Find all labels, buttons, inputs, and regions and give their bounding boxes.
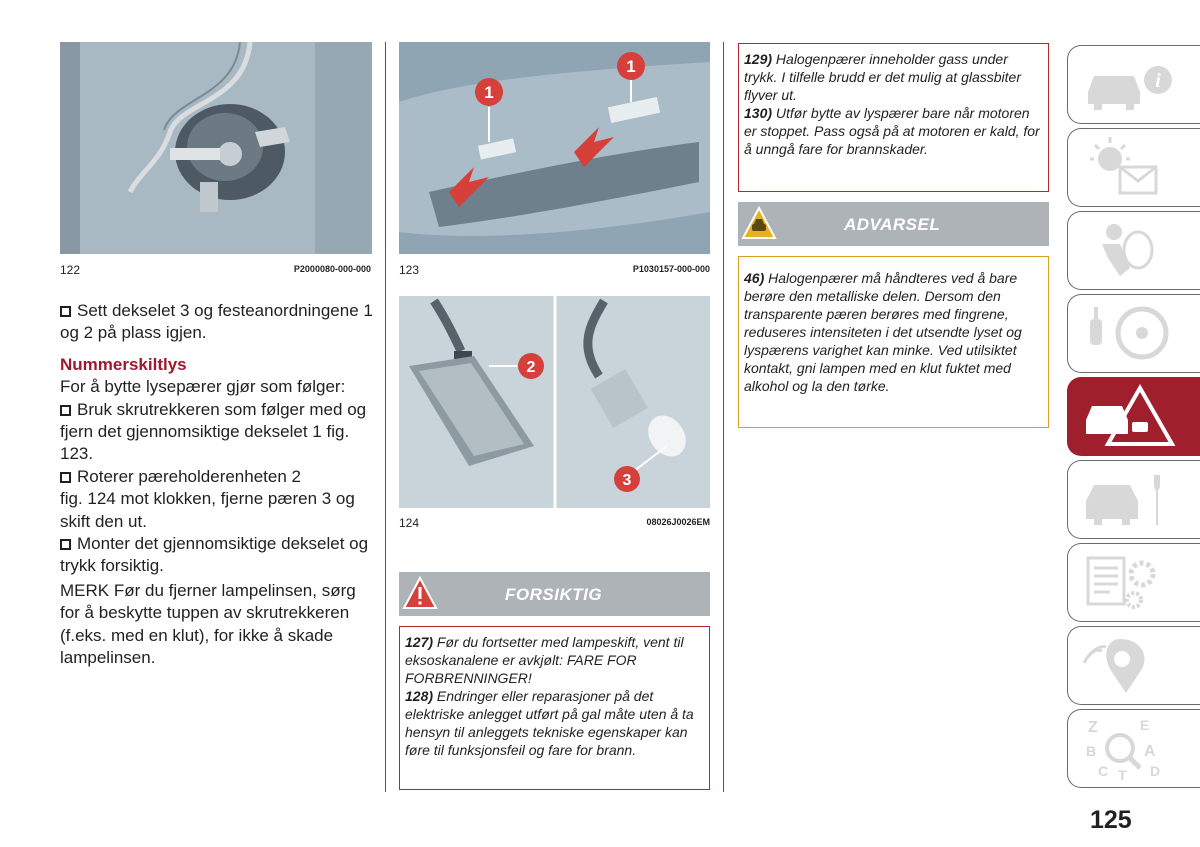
intro-text: For å bytte lysepærer gjør som følger: (60, 377, 346, 397)
list-item: Bruk skrutrekkeren som følger med og fjern det gjennomsiktige dekselet 1 fig. 123. (60, 399, 367, 464)
forsiktig-banner (399, 572, 710, 616)
tab-starting-driving[interactable] (1067, 294, 1200, 373)
car-warning-triangle-icon (741, 206, 777, 242)
svg-text:i: i (1155, 70, 1161, 92)
advarsel-notes-box (738, 256, 1049, 428)
index-letter: C (1098, 763, 1109, 779)
figure-124-code: 08026J0026EM (646, 517, 710, 527)
note-130: 130) Utfør bytte av lyspærer bare når motoren er stoppet. Pass også på at motoren er kald, for å unngå fare for brannskader. (744, 105, 1040, 157)
figure-124-image (399, 296, 710, 508)
list-item: Monter det gjennomsiktige dekselet og trykk forsiktig. (60, 534, 369, 576)
tab-index[interactable] (1067, 709, 1200, 788)
column-divider-left (385, 42, 386, 792)
figure-122-number: 122 (60, 263, 81, 277)
index-letter: T (1118, 767, 1127, 782)
figure-124-callout-2: 2 (526, 359, 536, 376)
figure-122-code: P2000080-000-000 (293, 264, 371, 274)
figure-123-number: 123 (399, 263, 420, 277)
key-steering-wheel-icon (1080, 301, 1190, 367)
note-128: 128) Endringer eller reparasjoner på det elektriske anlegget utført på gal måte uten å ta hensyn til anleggets tekniske egenskaper kan føre til funksjonsfeil og fare for brann. (405, 688, 694, 758)
figure-123-code: P1030157-000-000 (632, 264, 710, 274)
index-letter: B (1086, 743, 1097, 759)
checkbox-bullet-icon (60, 405, 71, 416)
tab-technical-data[interactable] (1067, 543, 1200, 622)
figure-124-callout-3: 3 (622, 472, 632, 489)
tab-maintenance[interactable] (1067, 460, 1200, 539)
column-divider-right (723, 42, 724, 792)
notes-129-130-box (738, 43, 1049, 192)
index-letter: Z (1088, 719, 1098, 736)
figure-122-image (60, 42, 372, 254)
figure-123-image (399, 42, 710, 254)
forsiktig-label: FORSIKTIG (505, 585, 603, 604)
airbag-seat-icon (1080, 218, 1190, 284)
figure-123-callout-1a: 1 (484, 83, 494, 102)
body-text (60, 300, 376, 670)
index-letter: D (1150, 763, 1161, 779)
index-letter: A (1144, 743, 1156, 760)
tab-lights-messages[interactable] (1067, 128, 1200, 207)
checkbox-bullet-icon (60, 472, 71, 483)
tab-multimedia[interactable] (1067, 626, 1200, 705)
danger-triangle-icon (402, 576, 438, 612)
note-127: 127) Før du fortsetter med lampeskift, vent til eksoskanalene er avkjølt: FARE FOR FORBRENNINGER! (405, 634, 684, 686)
note-129: 129) Halogenpærer inneholder gass under trykk. I tilfelle brudd er det mulig at glassbiter flyver ut. (744, 51, 1022, 103)
car-warning-icon (1080, 384, 1190, 450)
figure-123-callout-1b: 1 (626, 57, 636, 76)
tab-car-info[interactable] (1067, 45, 1200, 124)
page-number: 125 (1090, 806, 1132, 834)
list-item: Sett dekselet 3 og festeanordningene 1 og 2 på plass igjen. (60, 301, 373, 343)
car-info-icon (1080, 52, 1190, 118)
lights-message-icon (1080, 135, 1190, 201)
multimedia-location-icon (1080, 633, 1190, 699)
checkbox-bullet-icon (60, 539, 71, 550)
section-heading: Nummerskiltlys (60, 354, 187, 374)
note-text: MERK Før du fjerner lampelinsen, sørg for å beskytte tuppen av skrutrekkeren (f.eks. med en klut), for ikke å skade lampelinsen. (60, 580, 356, 668)
specs-gears-icon (1080, 550, 1190, 616)
tab-safety[interactable] (1067, 211, 1200, 290)
note-46: 46) Halogenpærer må håndteres ved å bare berøre den metalliske delen. Dersom den transparente pæren berøres med fingrene, reduseres intensiteten i det utsendte lyset og lyspærens varighet kan minke. Ved utilsiktet kontakt, gni lampen med en klut fuktet med alkohol og la den tørke. (744, 270, 1022, 394)
tab-emergency[interactable] (1067, 377, 1200, 456)
advarsel-label: ADVARSEL (844, 215, 941, 234)
forsiktig-notes-box (399, 626, 710, 790)
list-item: Roterer pæreholderenheten 2 fig. 124 mot klokken, fjerne pæren 3 og skift den ut. (60, 466, 355, 531)
advarsel-banner (738, 202, 1049, 246)
checkbox-bullet-icon (60, 306, 71, 317)
alphabetical-index-icon (1080, 716, 1190, 782)
figure-124-number: 124 (399, 516, 420, 530)
index-letter: E (1140, 717, 1150, 733)
car-wrench-icon (1080, 467, 1190, 533)
